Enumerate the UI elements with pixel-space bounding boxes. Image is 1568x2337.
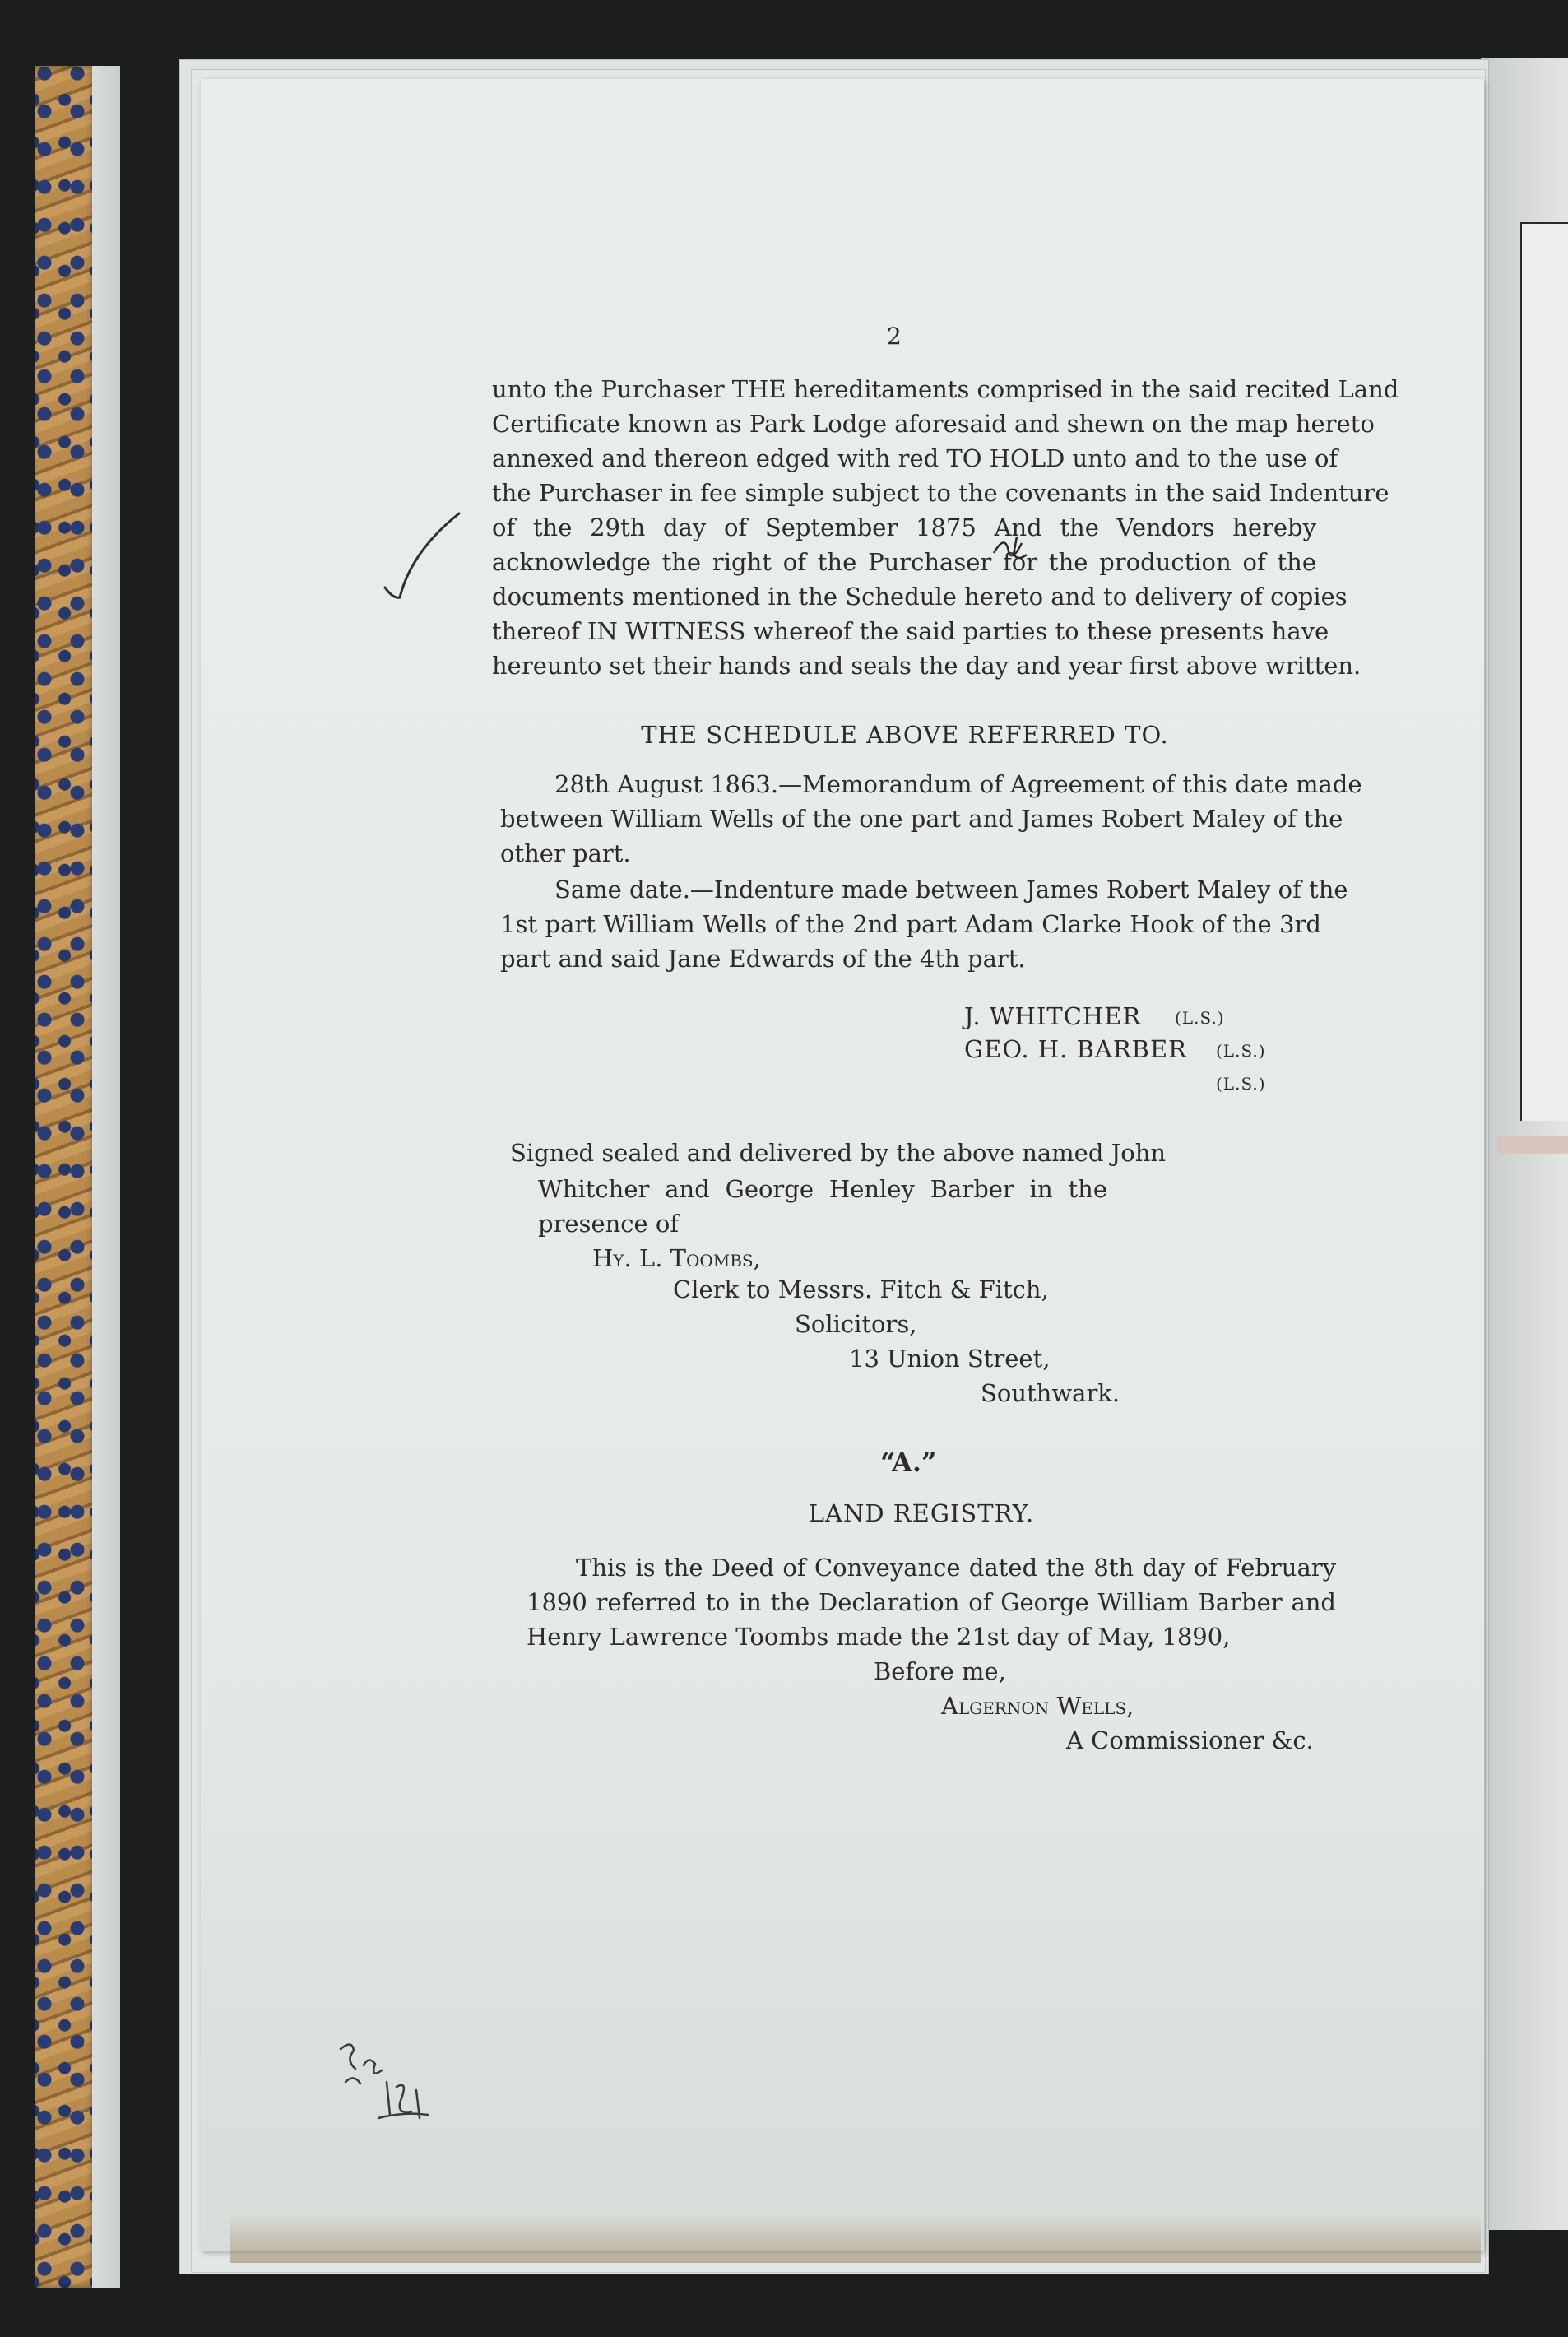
before-me: Before me, [874, 1657, 1006, 1685]
signatory-name: GEO. H. BARBER [964, 1035, 1187, 1063]
exhibit-line: Henry Lawrence Toombs made the 21st day of May, 1890, [527, 1623, 1231, 1651]
seal-mark: (L.S.) [1216, 1074, 1266, 1094]
deed-line: documents mentioned in the Schedule hereto and to delivery of copies [492, 583, 1348, 611]
schedule-entry-2 [500, 872, 1348, 976]
schedule-heading: THE SCHEDULE ABOVE REFERRED TO. [641, 721, 1169, 749]
commissioner-title: A Commissioner &c. [1066, 1726, 1314, 1754]
exhibit-mark: “A.” [880, 1447, 937, 1478]
deed-line: the Purchaser in fee simple subject to the covenants in the said Indenture [492, 479, 1389, 507]
deed-line: annexed and thereon edged with red TO HOLD unto and to the use of [492, 444, 1338, 472]
deed-line: of the 29th day of September 1875 And the Vendors hereby [492, 513, 1316, 541]
witness-address: 13 Union Street, [849, 1345, 1051, 1373]
binding-strip [92, 66, 120, 2288]
schedule-line: 28th August 1863.—Memorandum of Agreement of this date made [554, 770, 1362, 798]
deed-paragraph [492, 372, 1399, 683]
schedule-line: 1st part William Wells of the 2nd part Adam Clarke Hook of the 3rd [500, 910, 1321, 938]
deed-line: unto the Purchaser THE hereditaments comprised in the said recited Land [492, 375, 1399, 403]
page-stain [230, 2214, 1481, 2263]
exhibit-line: 1890 referred to in the Declaration of George William Barber and [527, 1588, 1336, 1616]
witness-firm: Solicitors, [795, 1310, 917, 1338]
attestation-line: presence of [538, 1210, 680, 1238]
seal-mark: (L.S.) [1175, 1008, 1225, 1028]
seal-mark: (L.S.) [1216, 1041, 1266, 1061]
schedule-entry-1 [500, 767, 1362, 871]
handwritten-correction [989, 530, 1038, 566]
schedule-line: other part. [500, 839, 631, 867]
pencil-tick-mark [378, 502, 469, 609]
deed-line: hereunto set their hands and seals the day and year first above written. [492, 652, 1362, 680]
marbled-cover-edge [35, 66, 99, 2288]
witness-role: Clerk to Messrs. Fitch & Fitch, [673, 1275, 1049, 1303]
deed-line: thereof IN WITNESS whereof the said parties to these presents have [492, 617, 1329, 645]
deed-line: Certificate known as Park Lodge aforesaid and shewn on the map hereto [492, 410, 1375, 438]
schedule-line: Same date.—Indenture made between James Robert Maley of the [554, 876, 1348, 904]
facing-page-frame [1520, 222, 1568, 1121]
pencil-annotation [329, 2033, 461, 2140]
attestation-line: Signed sealed and delivered by the above named John [510, 1139, 1167, 1167]
schedule-line: between William Wells of the one part and James Robert Maley of the [500, 805, 1343, 833]
commissioner-name: Algernon Wells, [941, 1692, 1134, 1720]
exhibit-line: This is the Deed of Conveyance dated the 8th day of February [576, 1554, 1336, 1582]
deed-line: acknowledge the right of the Purchaser for the production of the [492, 548, 1316, 576]
page-number: 2 [887, 323, 902, 350]
signatory-name: J. WHITCHER [964, 1002, 1142, 1030]
witness-name: Hy. L. Toombs, [592, 1244, 761, 1272]
attestation-line: Whitcher and George Henley Barber in the [538, 1175, 1107, 1203]
witness-area: Southwark. [981, 1379, 1120, 1407]
facing-page-ribbon [1497, 1136, 1568, 1154]
exhibit-heading: LAND REGISTRY. [808, 1499, 1035, 1527]
schedule-line: part and said Jane Edwards of the 4th part. [500, 945, 1026, 973]
